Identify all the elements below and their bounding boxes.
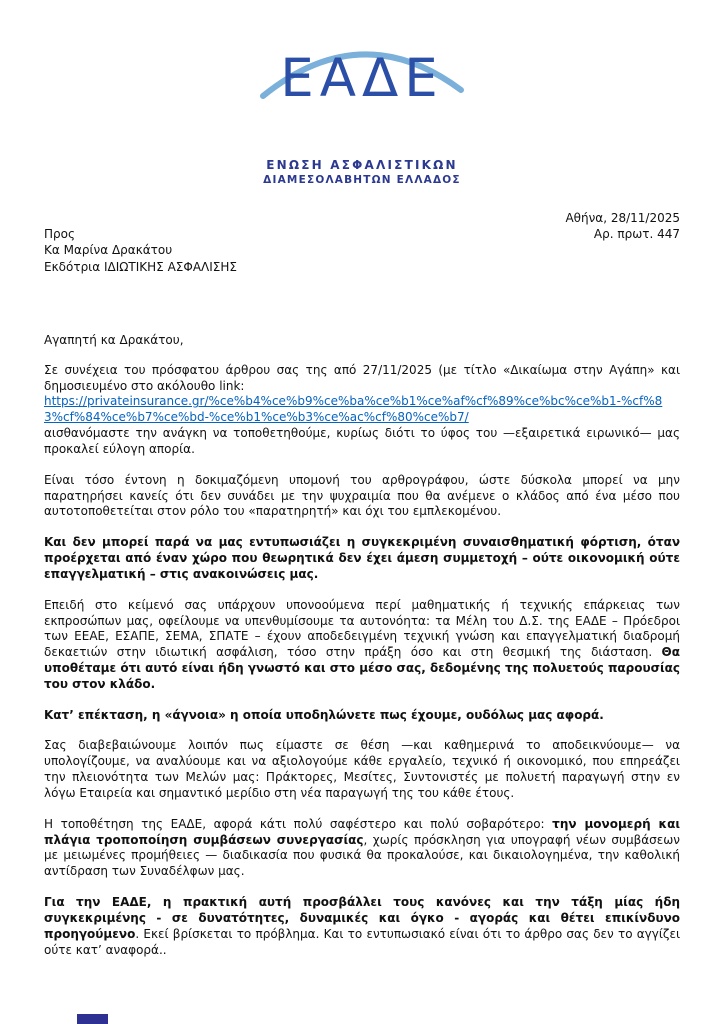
protocol-number: Αρ. πρωτ. 447 [593, 227, 680, 242]
article-link[interactable]: https://privateinsurance.gr/%ce%b4%ce%b9%ce%ba%ce%b1%ce%af%cf%89%ce%bc%ce%b1-%cf%83%cf%84%ce%b7%ce%bd-%ce%b1%ce%b3%ce%ac%cf%80%ce%b7/ [44, 394, 663, 425]
paragraph-3-bold-text: Και δεν μπορεί παρά να μας εντυπωσιάζει η συγκεκριμένη συναισθηματική φόρτιση, όταν προέρχεται από έναν χώρο που θεωρητικά δεν έχει άμεση συμμετοχή – ούτε οικονομική ούτε επαγγελματική – στις ανακοινώσεις μας. [44, 535, 680, 581]
logo-acronym: ΕΑΔΕ [280, 48, 444, 109]
eade-logo-mark [256, 30, 468, 152]
paragraph-7 [44, 817, 680, 880]
paragraph-5-bold-text: Κατ’ επέκταση, η «άγνοια» η οποία υποδηλώνετε πως έχουμε, ουδόλως μας αφορά. [44, 707, 604, 722]
paragraph-7-pre-text: Η τοποθέτηση της ΕΑΔΕ, αφορά κάτι πολύ σαφέστερο και πολύ σοβαρότερο: [44, 816, 553, 831]
paragraph-1-rest-text: αισθανόμαστε την ανάγκη να τοποθετηθούμε, κυρίως διότι το ύφος του —εξαιρετικά ειρωνικό— μας προκαλεί εύλογη απορία. [44, 426, 680, 456]
paragraph-1-intro-text: Σε συνέχεια του πρόσφατου άρθρου σας της από 27/11/2025 (με τίτλο «Δικαίωμα στην Αγάπη» και δημοσιευμένο στο ακόλουθο link: [44, 362, 680, 393]
paragraph-8 [44, 895, 680, 958]
paragraph-7-post-text: , χωρίς πρόσκληση για υπογραφή νέων συμβάσεων με μειωμένες προμήθειες — διαδικασία που φυσικά θα προκαλούσε, και δικαιολογημένα, την καθολική αντίδραση των Συναδέλφων μας. [44, 832, 681, 879]
logo-caption-line2: ΔΙΑΜΕΣΟΛΑΒΗΤΩΝ ΕΛΛΑΔΟΣ [263, 174, 461, 186]
paragraph-2 [44, 473, 680, 520]
paragraph-1-rest [44, 426, 680, 458]
footer-logo-fragment [77, 1014, 108, 1024]
recipient-to-label: Προς [44, 227, 76, 242]
paragraph-4 [44, 598, 680, 693]
paragraph-3 [44, 535, 680, 582]
paragraph-1-intro [44, 363, 680, 395]
logo-caption-line1: ΕΝΩΣΗ ΑΣΦΑΛΙΣΤΙΚΩΝ [266, 158, 458, 172]
paragraph-5 [44, 708, 680, 724]
place-date: Αθήνα, 28/11/2025 [565, 211, 680, 225]
salutation: Αγαπητή κα Δρακάτου, [44, 332, 184, 347]
paragraph-8-bold-text: Για την ΕΑΔΕ, η πρακτική αυτή προσβάλλει τους κανόνες και την τάξη μίας ήδη συγκεκριμένης - σε δυνατότητες, δυναμικές και όγκο - αγοράς και θέτει επικίνδυνο προηγούμενο [44, 895, 680, 941]
paragraph-2-text: Είναι τόσο έντονη η δοκιμαζόμενη υπομονή του αρθρογράφου, ώστε δύσκολα μπορεί να μην παρατηρήσει κανείς ότι δεν συνάδει με την ψυχραιμία που θα ανέμενε ο κλάδος από ένα μέσο που αυτοτοποθετείται στον ρόλο του «παρατηρητή» και όχι του εμπλεκομένου. [44, 472, 680, 519]
paragraph-8-rest-text: . Εκεί βρίσκεται το πρόβλημα. Και το εντυπωσιακό είναι ότι το άρθρο σας δεν το αγγίζει ούτε κατ’ αναφορά.. [44, 926, 680, 957]
eade-logo [44, 30, 680, 186]
paragraph-6-text: Σας διαβεβαιώνουμε λοιπόν πως είμαστε σε θέση —και καθημερινά το αποδεικνύουμε— να υπολογίζουμε, να αναλύουμε και να αξιολογούμε κάθε εργαλείο, τεχνικό ή οικονομικό, που επηρεάζει την πλειονότητα των Μελών μας: Πράκτορες, Μεσίτες, Συντονιστές με πολυετή παραγωγή στην εν λόγω Εταιρεία και σημαντικό μερίδιο στη νέα παραγωγή της του κάθε έτους. [44, 738, 680, 800]
paragraph-4-normal-text: Επειδή στο κείμενό σας υπάρχουν υπονοούμενα περί μαθηματικής ή τεχνικής επάρκειας των εκπροσώπων μας, οφείλουμε να υπενθυμίσουμε τα αυτονόητα: τα Μέλη του Δ.Σ. της ΕΑΔΕ – Πρόεδροι των ΕΕΑΕ, ΕΣΑΠΕ, ΣΕΜΑ, ΣΠΑΤΕ – έχουν αποδεδειγμένη τεχνική γνώση και επαγγελματική διαδρομή δεκαετιών στην ιδιωτική ασφάλιση, τόσο στην πράξη όσο και στη θεσμική της διάσταση. [44, 597, 680, 660]
recipient-title: Εκδότρια ΙΔΙΩΤΙΚΗΣ ΑΣΦΑΛΙΣΗΣ [44, 259, 237, 274]
paragraph-7-bold-text: την μονομερή και πλάγια τροποποίηση συμβάσεων συνεργασίας [44, 816, 680, 847]
recipient-name: Κα Μαρίνα Δρακάτου [44, 243, 173, 258]
paragraph-4-bold-text: Θα υποθέταμε ότι αυτό είναι ήδη γνωστό και στο μέσο σας, δεδομένης της πολυετούς παρουσίας του στον κλάδο. [44, 645, 680, 691]
paragraph-6 [44, 738, 680, 801]
paragraph-1-link-line [44, 394, 680, 426]
